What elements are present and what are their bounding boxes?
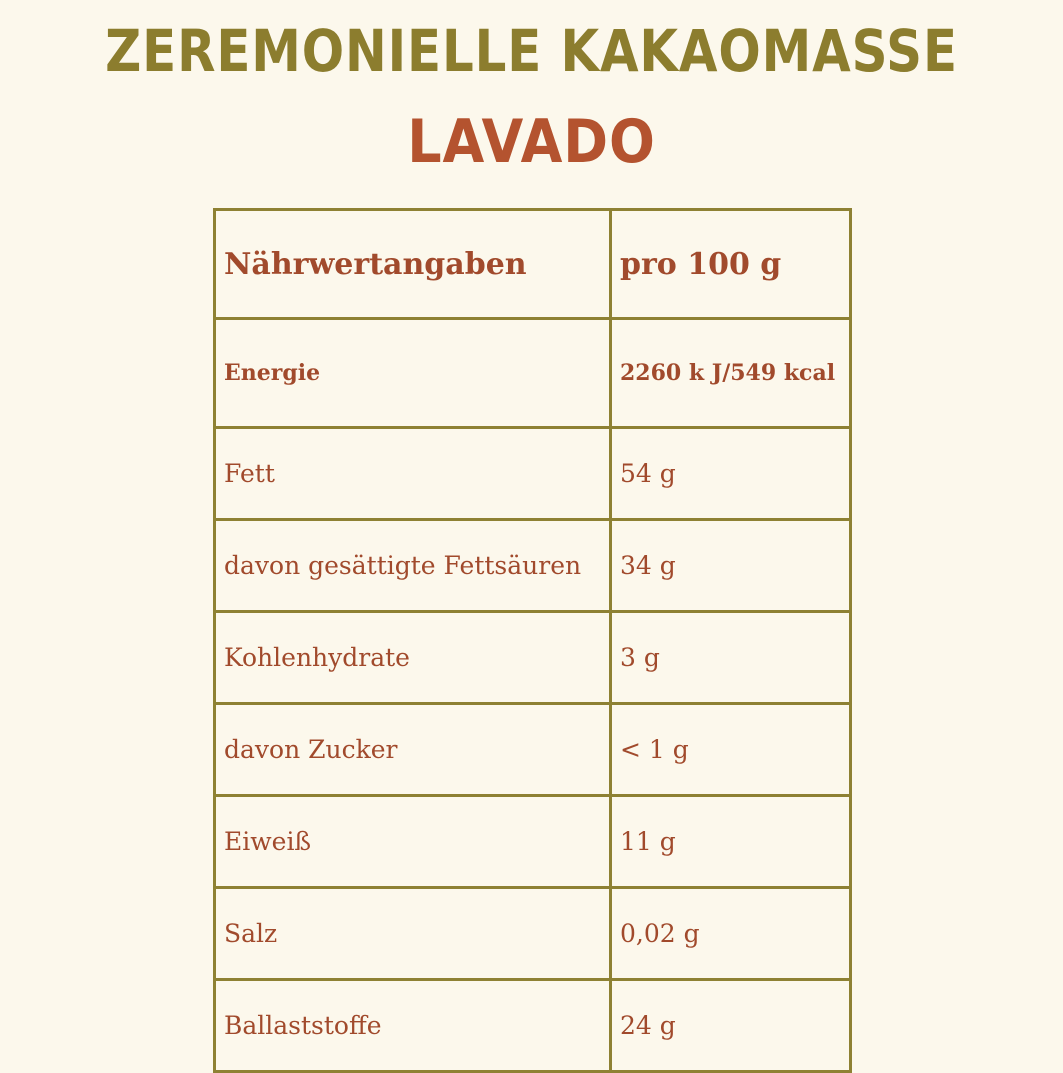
table-header-row — [215, 210, 851, 319]
nutrient-value: 54 g — [611, 428, 851, 520]
nutrient-label: Eiweiß — [215, 796, 611, 888]
table-row — [215, 319, 851, 428]
nutrient-value: 0,02 g — [611, 888, 851, 980]
nutrient-label: davon Zucker — [215, 704, 611, 796]
nutrition-table — [213, 208, 852, 1073]
nutrient-label: Salz — [215, 888, 611, 980]
header-label: Nährwertangaben — [215, 210, 611, 319]
nutrient-value: 3 g — [611, 612, 851, 704]
table-row — [215, 612, 851, 704]
nutrient-label: Ballaststoffe — [215, 980, 611, 1072]
nutrient-label: Energie — [215, 319, 611, 428]
nutrient-value: 2260 k J/549 kcal — [611, 319, 851, 428]
table-row — [215, 980, 851, 1072]
table-row — [215, 888, 851, 980]
product-title: ZEREMONIELLE KAKAOMASSE — [105, 17, 958, 85]
nutrient-label: davon gesättigte Fettsäuren — [215, 520, 611, 612]
nutrient-value: < 1 g — [611, 704, 851, 796]
product-variant-title: LAVADO — [407, 107, 656, 177]
table-row — [215, 520, 851, 612]
table-row — [215, 428, 851, 520]
nutrient-value: 11 g — [611, 796, 851, 888]
nutrient-label: Kohlenhydrate — [215, 612, 611, 704]
table-row — [215, 704, 851, 796]
nutrient-value: 24 g — [611, 980, 851, 1072]
nutrient-value: 34 g — [611, 520, 851, 612]
nutrient-label: Fett — [215, 428, 611, 520]
table-row — [215, 796, 851, 888]
header-value: pro 100 g — [611, 210, 851, 319]
